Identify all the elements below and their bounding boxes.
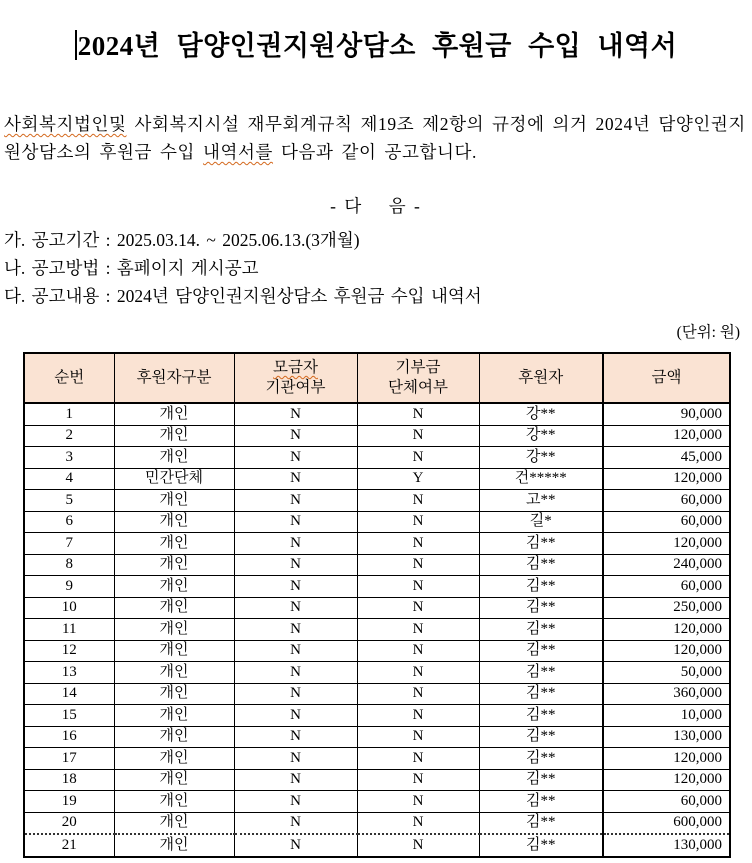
table-row [24,834,730,857]
cell-fundraiser-org-yn: N [234,490,357,512]
col-header-amount-line-1: 금액 [651,369,682,386]
cell-no: 5 [24,490,114,512]
cell-donor: 김** [479,791,603,813]
cell-no: 21 [24,834,114,857]
cell-donation-org-yn: N [357,769,479,791]
cell-donor-type: 개인 [114,769,234,791]
cell-donation-org-yn: N [357,726,479,748]
table-row [24,705,730,727]
cell-no: 9 [24,576,114,598]
donation-table-body [24,403,730,857]
table-row [24,812,730,834]
cell-amount: 10,000 [603,705,730,727]
cell-amount: 130,000 [603,726,730,748]
col-header-amount [603,353,730,403]
cell-donor: 김** [479,834,603,857]
cell-donor-type: 개인 [114,576,234,598]
cell-fundraiser-org-yn: N [234,662,357,684]
col-header-donor-type-line-1: 후원자구분 [136,369,212,386]
table-row [24,769,730,791]
cell-amount: 60,000 [603,490,730,512]
col-header-donation-org-line-2: 단체여부 [388,379,448,396]
cell-donor: 김** [479,619,603,641]
cell-no: 13 [24,662,114,684]
cell-fundraiser-org-yn: N [234,769,357,791]
cell-no: 12 [24,640,114,662]
cell-no: 1 [24,403,114,425]
cell-no: 19 [24,791,114,813]
table-row [24,490,730,512]
cell-fundraiser-org-yn: N [234,554,357,576]
cell-donor-type: 개인 [114,447,234,469]
cell-amount: 60,000 [603,576,730,598]
intro-line-1-segment-2: 사회복지시설 재무회계규칙 제19조 제2항의 규정에 의거 2024년 담양인권지 [126,114,746,134]
cell-amount: 60,000 [603,791,730,813]
cell-donor: 강** [479,403,603,425]
cell-donor: 김** [479,683,603,705]
cell-fundraiser-org-yn: N [234,468,357,490]
cell-fundraiser-org-yn: N [234,576,357,598]
cell-donor: 김** [479,640,603,662]
cell-donation-org-yn: N [357,683,479,705]
header-row [24,353,730,403]
col-header-donation-org-line-1: 기부금 [395,359,441,376]
col-header-donor-line-1: 후원자 [518,369,564,386]
cell-donor: 건***** [479,468,603,490]
cell-amount: 120,000 [603,425,730,447]
table-row [24,403,730,425]
cell-donation-org-yn: N [357,447,479,469]
cell-donor-type: 개인 [114,490,234,512]
table-row [24,425,730,447]
cell-donor-type: 개인 [114,640,234,662]
cell-donation-org-yn: N [357,490,479,512]
cell-fundraiser-org-yn: N [234,619,357,641]
cell-amount: 90,000 [603,403,730,425]
cell-amount: 120,000 [603,619,730,641]
cell-no: 10 [24,597,114,619]
cell-donor-type: 개인 [114,403,234,425]
col-header-no-line-1: 순번 [54,369,85,386]
cell-donor: 김** [479,533,603,555]
cell-donor-type: 개인 [114,511,234,533]
cell-donation-org-yn: N [357,554,479,576]
cell-no: 3 [24,447,114,469]
cell-donation-org-yn: N [357,662,479,684]
col-header-fundraiser-org-line-2: 기관여부 [265,379,326,396]
cell-donor: 김** [479,748,603,770]
col-header-fundraiser-org [234,353,357,403]
cell-fundraiser-org-yn: N [234,726,357,748]
cell-donor-type: 개인 [114,533,234,555]
col-header-fundraiser-org-line-1: 모금자 [273,359,318,376]
cell-fundraiser-org-yn: N [234,748,357,770]
cell-donor: 김** [479,662,603,684]
cell-fundraiser-org-yn: N [234,447,357,469]
document-page [0,28,752,858]
cell-donation-org-yn: N [357,812,479,834]
cell-donation-org-yn: N [357,834,479,857]
cell-amount: 250,000 [603,597,730,619]
col-header-donor-type [114,353,234,403]
cell-donor: 강** [479,425,603,447]
cell-fundraiser-org-yn: N [234,533,357,555]
cell-no: 4 [24,468,114,490]
cell-fundraiser-org-yn: N [234,640,357,662]
cell-donor-type: 개인 [114,597,234,619]
cell-no: 7 [24,533,114,555]
cell-fundraiser-org-yn: N [234,812,357,834]
document-title [0,28,752,64]
intro-line-1 [4,110,748,138]
cell-donation-org-yn: N [357,425,479,447]
cell-amount: 120,000 [603,533,730,555]
intro-paragraph [4,110,748,166]
cell-donor: 강** [479,447,603,469]
text-cursor [75,30,77,60]
cell-donor: 김** [479,705,603,727]
cell-donor-type: 개인 [114,812,234,834]
cell-donation-org-yn: Y [357,468,479,490]
cell-donation-org-yn: N [357,705,479,727]
cell-donor: 김** [479,576,603,598]
cell-donor: 김** [479,812,603,834]
cell-donation-org-yn: N [357,748,479,770]
cell-amount: 120,000 [603,640,730,662]
cell-donor: 길* [479,511,603,533]
cell-donor-type: 개인 [114,683,234,705]
cell-no: 6 [24,511,114,533]
cell-donation-org-yn: N [357,576,479,598]
cell-no: 15 [24,705,114,727]
intro-line-2 [4,138,748,166]
cell-donor-type: 개인 [114,748,234,770]
cell-amount: 50,000 [603,662,730,684]
cell-amount: 240,000 [603,554,730,576]
cell-fundraiser-org-yn: N [234,597,357,619]
table-row [24,511,730,533]
cell-donor-type: 개인 [114,791,234,813]
table-row [24,597,730,619]
col-header-donor [479,353,603,403]
cell-donor-type: 개인 [114,662,234,684]
cell-amount: 120,000 [603,769,730,791]
cell-donor-type: 개인 [114,705,234,727]
cell-fundraiser-org-yn: N [234,403,357,425]
table-row [24,576,730,598]
col-header-no [24,353,114,403]
cell-donation-org-yn: N [357,619,479,641]
cell-donor-type: 개인 [114,554,234,576]
cell-donor: 김** [479,554,603,576]
notice-item-2: 나. 공고방법 : 홈페이지 게시공고 [4,258,259,278]
cell-donation-org-yn: N [357,403,479,425]
intro-line-2-segment-1: 원상담소의 후원금 수입 [4,142,203,162]
cell-no: 2 [24,425,114,447]
table-row [24,619,730,641]
table-row [24,640,730,662]
cell-donor-type: 개인 [114,834,234,857]
cell-donor: 김** [479,597,603,619]
donation-table [23,352,731,858]
cell-fundraiser-org-yn: N [234,683,357,705]
donation-table-header [24,353,730,403]
table-row [24,662,730,684]
cell-no: 18 [24,769,114,791]
cell-no: 17 [24,748,114,770]
table-row [24,554,730,576]
cell-amount: 120,000 [603,468,730,490]
cell-donor: 김** [479,769,603,791]
cell-donor-type: 개인 [114,425,234,447]
cell-fundraiser-org-yn: N [234,705,357,727]
table-row [24,533,730,555]
cell-fundraiser-org-yn: N [234,511,357,533]
cell-donation-org-yn: N [357,640,479,662]
col-header-donation-org [357,353,479,403]
notice-list [4,226,752,310]
intro-line-1-segment-1: 사회복지법인및 [4,114,127,134]
cell-amount: 60,000 [603,511,730,533]
cell-amount: 45,000 [603,447,730,469]
table-row [24,726,730,748]
cell-no: 20 [24,812,114,834]
cell-donation-org-yn: N [357,597,479,619]
cell-donor: 고** [479,490,603,512]
cell-amount: 360,000 [603,683,730,705]
cell-no: 11 [24,619,114,641]
cell-fundraiser-org-yn: N [234,425,357,447]
table-row [24,447,730,469]
cell-donor-type: 개인 [114,726,234,748]
table-row [24,683,730,705]
notice-item-1: 가. 공고기간 : 2025.03.14. ~ 2025.06.13.(3개월) [4,230,360,250]
cell-donor-type: 민간단체 [114,468,234,490]
cell-fundraiser-org-yn: N [234,834,357,857]
unit-label: (단위: 원) [676,324,740,341]
table-row [24,748,730,770]
cell-amount: 120,000 [603,748,730,770]
cell-donation-org-yn: N [357,791,479,813]
daum-divider: - 다 음 - [330,196,422,216]
cell-no: 14 [24,683,114,705]
table-row [24,468,730,490]
cell-amount: 130,000 [603,834,730,857]
cell-amount: 600,000 [603,812,730,834]
table-row [24,791,730,813]
cell-donation-org-yn: N [357,511,479,533]
cell-no: 16 [24,726,114,748]
cell-fundraiser-org-yn: N [234,791,357,813]
cell-no: 8 [24,554,114,576]
cell-donor: 김** [479,726,603,748]
intro-line-2-segment-2: 내역서를 [202,142,274,162]
notice-item-3: 다. 공고내용 : 2024년 담양인권지원상담소 후원금 수입 내역서 [4,286,482,306]
cell-donor-type: 개인 [114,619,234,641]
document-title-text: 2024년 담양인권지원상담소 후원금 수입 내역서 [77,31,678,61]
intro-line-2-segment-3: 다음과 같이 공고합니다. [273,142,477,162]
cell-donation-org-yn: N [357,533,479,555]
